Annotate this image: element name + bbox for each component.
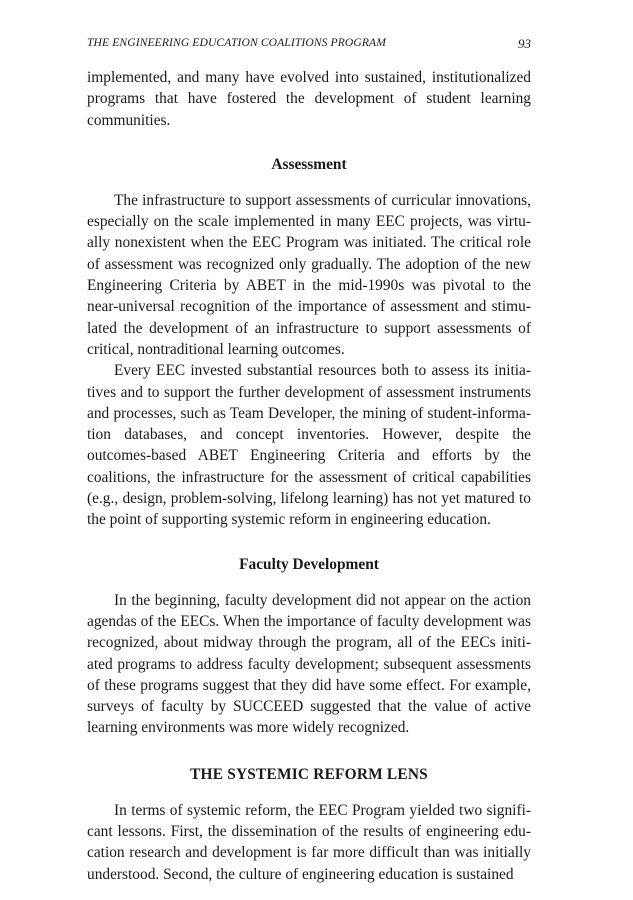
assessment-paragraph-2: Every EEC invested substantial resources both to assess its initiatives and to support the further development of assessment instruments and processes, such as Team Developer, the mining of student-information databases, and concept inventories. However, despite the outcomes-based ABET Engineering Criteria and efforts by the coalitions, the infrastructure for the assessment of critical capabilities (e.g., design, problem-solving, lifelong learning) has not yet matured to the point of supporting systemic reform in engineering education. (87, 362, 531, 529)
running-head: THE ENGINEERING EDUCATION COALITIONS PROGRAM (87, 36, 386, 49)
systemic-reform-heading: THE SYSTEMIC REFORM LENS (190, 765, 428, 783)
page-number: 93 (518, 36, 531, 51)
assessment-heading: Assessment (271, 155, 347, 173)
book-page (87, 36, 531, 885)
page-header (87, 36, 531, 58)
intro-paragraph: implemented, and many have evolved into sustained, institutionalized programs that have fostered the development of student learning communities. (87, 69, 531, 129)
faculty-development-heading: Faculty Development (239, 555, 379, 573)
assessment-paragraph-1: The infrastructure to support assessments of curricular innovations, especially on the scale implemented in many EEC projects, was virtually nonexistent when the EEC Program was initiated. The critical role of assessment was recognized only gradually. The adoption of the new Engineering Criteria by ABET in the mid-1990s was pivotal to the near-universal recognition of the importance of assessment and stimulated the development of an infrastructure to support assessments of critical, nontraditional learning outcomes. (87, 191, 531, 358)
faculty-development-paragraph: In the beginning, faculty development did not appear on the action agendas of the EECs. When the importance of faculty development was recognized, about midway through the program, all of the EECs initiated programs to address faculty development; subsequent assessments of these programs suggest that they did have some effect. For example, surveys of faculty by SUCCEED suggested that the value of active learning environments was more widely recognized. (87, 591, 531, 737)
systemic-reform-paragraph: In terms of systemic reform, the EEC Program yielded two significant lessons. First, the dissemination of the results of engineering education research and development is far more difficult than was initially understood. Second, the culture of engineering education is sustained (87, 801, 531, 883)
